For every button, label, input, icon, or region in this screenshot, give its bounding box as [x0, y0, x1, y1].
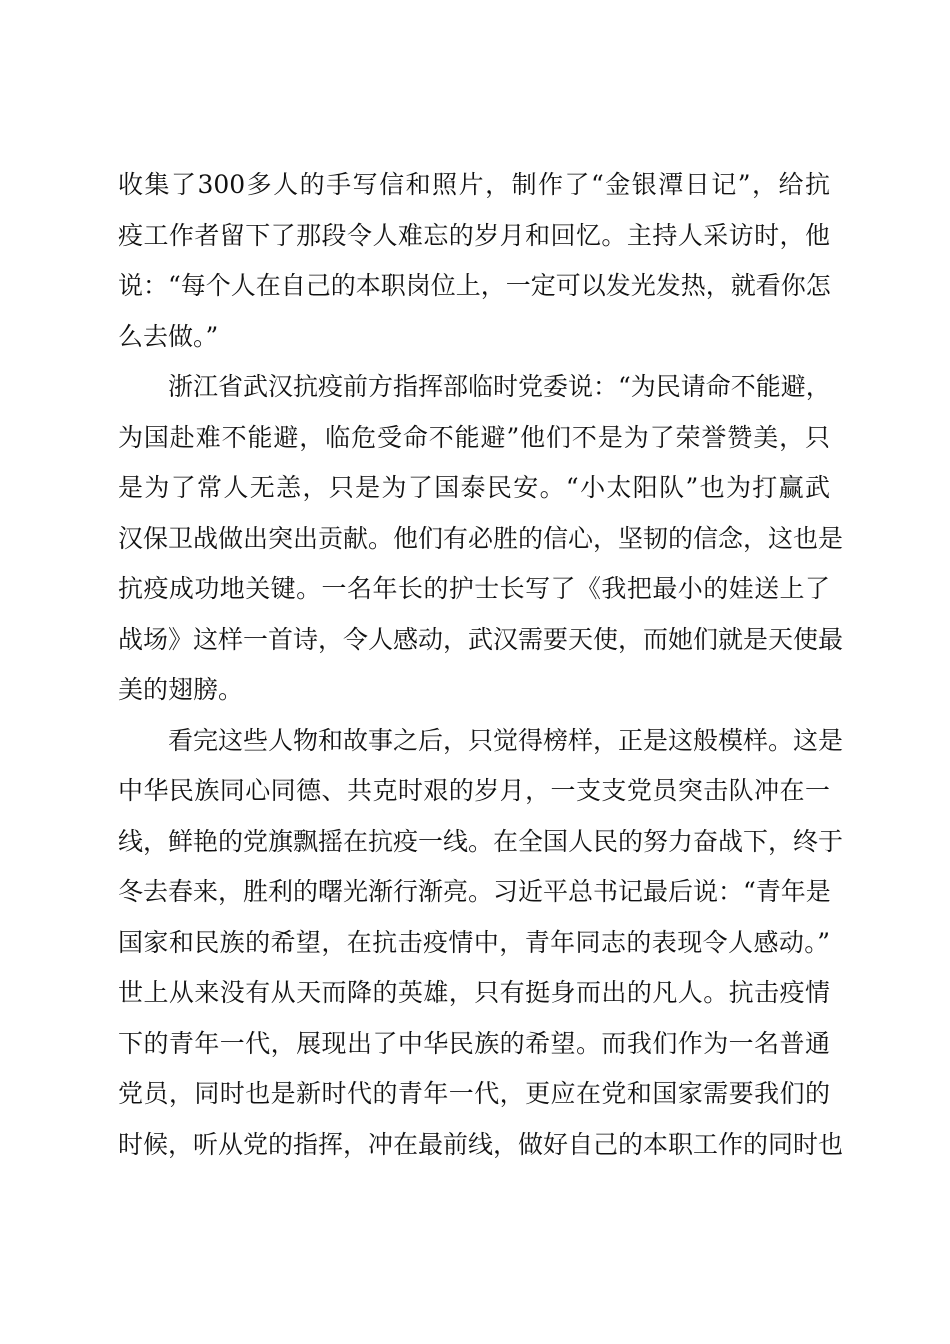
text-line: 线，鲜艳的党旗飘摇在抗疫一线。在全国人民的努力奋战下，终于	[118, 826, 844, 856]
text-line: 抗疫成功地关键。一名年长的护士长写了《我把最小的娃送上了	[118, 574, 830, 603]
text-line: 看完这些人物和故事之后，只觉得榜样，正是这般模样。这是	[168, 725, 844, 755]
text-line: 战场》这样一首诗，令人感动，武汉需要天使，而她们就是天使最	[118, 624, 844, 654]
paragraph-2	[118, 362, 844, 716]
body-text	[118, 160, 844, 1170]
text-line: 国家和民族的希望，在抗击疫情中，青年同志的表现令人感动。”	[118, 927, 830, 957]
text-line: 浙江省武汉抗疫前方指挥部临时党委说：“为民请命不能避，	[168, 372, 831, 401]
text-line: 汉保卫战做出突出贡献。他们有必胜的信心，坚韧的信念，这也是	[118, 523, 844, 553]
text-line: 时候，听从党的指挥，冲在最前线，做好自己的本职工作的同时也	[118, 1129, 844, 1159]
text-line: 疫工作者留下了那段令人难忘的岁月和回忆。主持人采访时，他	[118, 220, 830, 250]
text-line: 么去做。”	[118, 321, 219, 351]
text-line: 美的翅膀。	[118, 675, 244, 704]
paragraph-1	[118, 160, 830, 362]
text-line: 收集了300多人的手写信和照片，制作了“金银潭日记”，给抗	[118, 170, 830, 199]
text-line: 是为了常人无恙，只是为了国泰民安。“小太阳队”也为打赢武	[118, 473, 830, 502]
text-line: 下的青年一代，展现出了中华民族的希望。而我们作为一名普通	[118, 1028, 830, 1058]
text-line: 为国赴难不能避，临危受命不能避”他们不是为了荣誉赞美，只	[118, 422, 830, 452]
text-line: 冬去春来，胜利的曙光渐行渐亮。习近平总书记最后说：“青年是	[118, 877, 831, 906]
text-line: 党员，同时也是新时代的青年一代，更应在党和国家需要我们的	[118, 1079, 830, 1108]
text-line: 说：“每个人在自己的本职岗位上，一定可以发光发热，就看你怎	[118, 271, 831, 300]
text-line: 世上从来没有从天而降的英雄，只有挺身而出的凡人。抗击疫情	[118, 978, 830, 1007]
text-line: 中华民族同心同德、共克时艰的岁月，一支支党员突击队冲在一	[118, 776, 830, 805]
paragraph-3	[118, 716, 844, 1171]
